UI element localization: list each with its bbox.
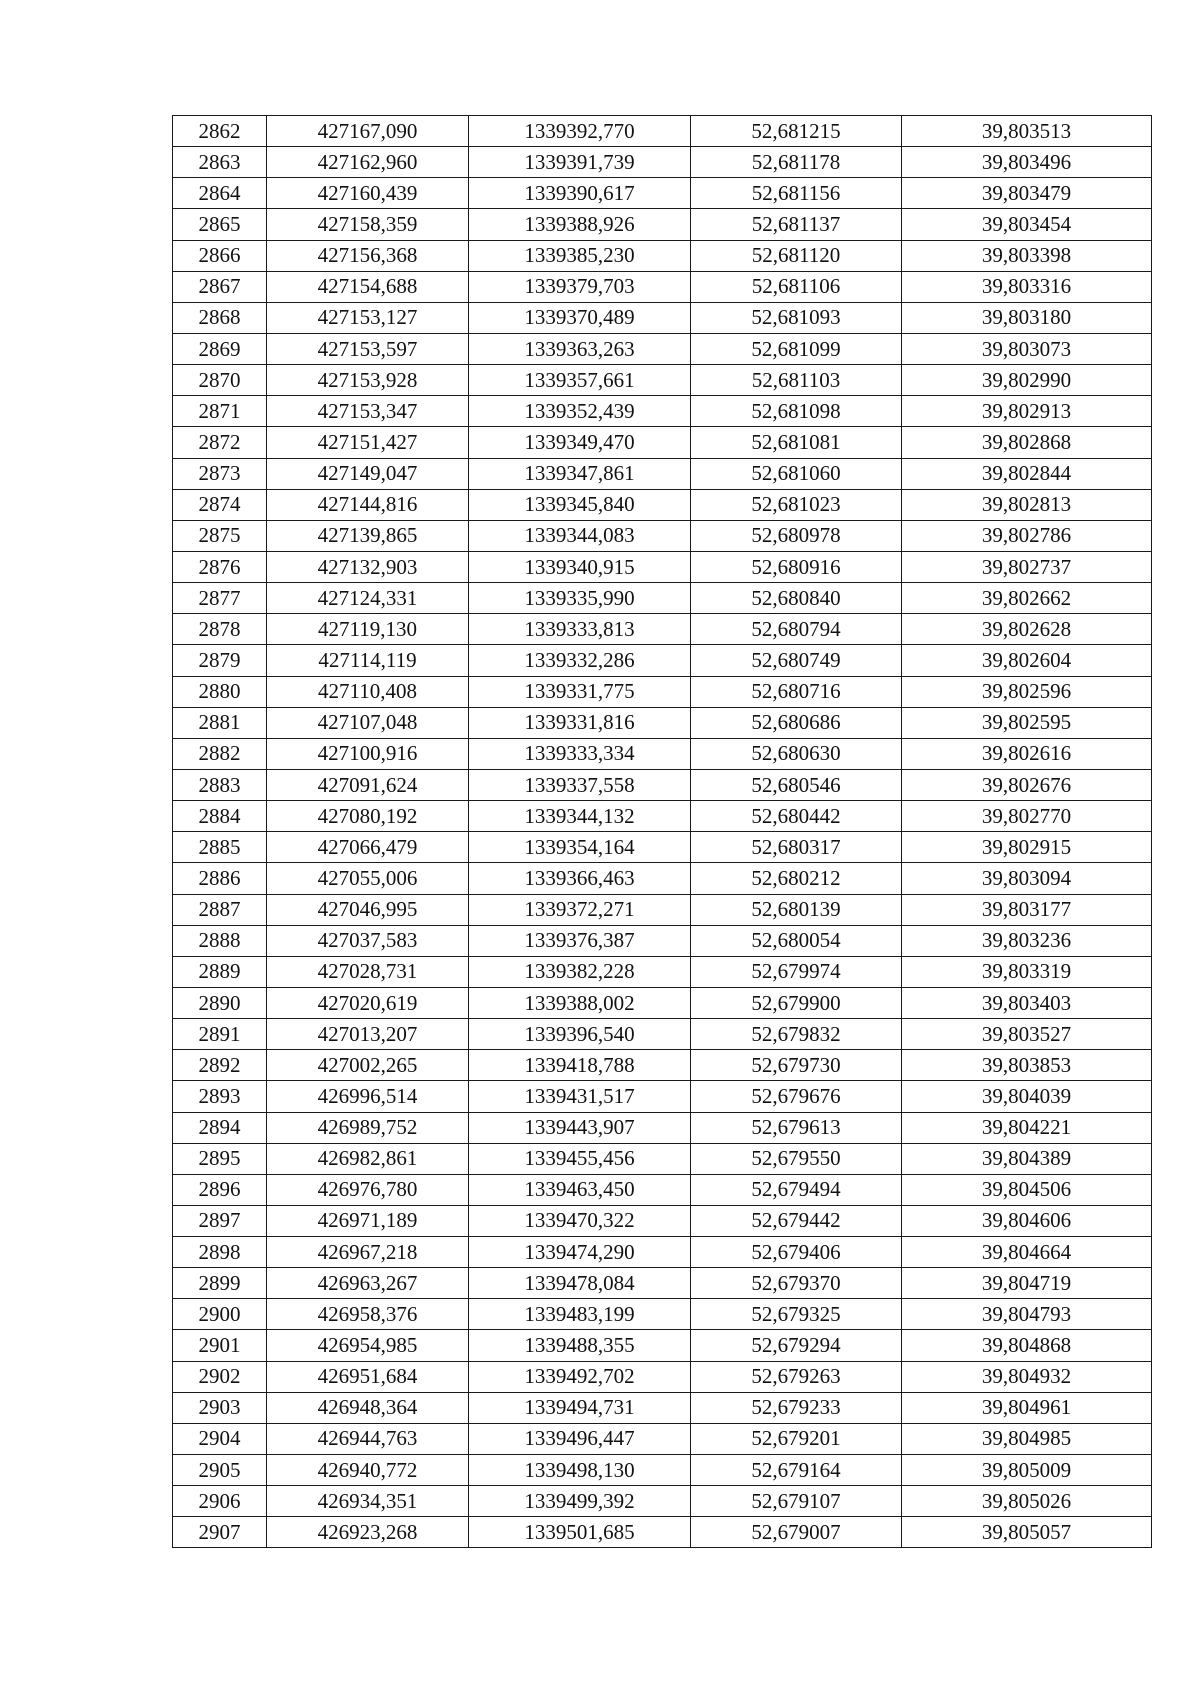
point-number-cell: 2880 xyxy=(173,676,267,707)
latitude-cell: 52,681099 xyxy=(691,333,902,364)
table-row xyxy=(173,894,1152,925)
table-row xyxy=(173,676,1152,707)
y-coordinate-cell: 1339396,540 xyxy=(469,1019,691,1050)
latitude-cell: 52,679007 xyxy=(691,1517,902,1548)
latitude-cell: 52,680916 xyxy=(691,551,902,582)
latitude-cell: 52,679294 xyxy=(691,1330,902,1361)
latitude-cell: 52,680978 xyxy=(691,520,902,551)
latitude-cell: 52,681156 xyxy=(691,178,902,209)
latitude-cell: 52,681215 xyxy=(691,116,902,147)
y-coordinate-cell: 1339372,271 xyxy=(469,894,691,925)
latitude-cell: 52,680139 xyxy=(691,894,902,925)
latitude-cell: 52,680630 xyxy=(691,738,902,769)
point-number-cell: 2862 xyxy=(173,116,267,147)
y-coordinate-cell: 1339331,775 xyxy=(469,676,691,707)
table-row xyxy=(173,427,1152,458)
x-coordinate-cell: 427002,265 xyxy=(267,1050,469,1081)
longitude-cell: 39,805057 xyxy=(902,1517,1152,1548)
longitude-cell: 39,803853 xyxy=(902,1050,1152,1081)
point-number-cell: 2863 xyxy=(173,147,267,178)
table-row xyxy=(173,583,1152,614)
point-number-cell: 2883 xyxy=(173,769,267,800)
x-coordinate-cell: 426982,861 xyxy=(267,1143,469,1174)
y-coordinate-cell: 1339349,470 xyxy=(469,427,691,458)
latitude-cell: 52,679900 xyxy=(691,987,902,1018)
y-coordinate-cell: 1339332,286 xyxy=(469,645,691,676)
table-row xyxy=(173,863,1152,894)
x-coordinate-cell: 427055,006 xyxy=(267,863,469,894)
table-row xyxy=(173,178,1152,209)
point-number-cell: 2898 xyxy=(173,1237,267,1268)
longitude-cell: 39,802770 xyxy=(902,801,1152,832)
point-number-cell: 2882 xyxy=(173,738,267,769)
longitude-cell: 39,803479 xyxy=(902,178,1152,209)
point-number-cell: 2904 xyxy=(173,1423,267,1454)
point-number-cell: 2886 xyxy=(173,863,267,894)
coordinates-table xyxy=(172,115,1152,1548)
latitude-cell: 52,679164 xyxy=(691,1455,902,1486)
x-coordinate-cell: 427167,090 xyxy=(267,116,469,147)
table-row xyxy=(173,1330,1152,1361)
latitude-cell: 52,679263 xyxy=(691,1361,902,1392)
x-coordinate-cell: 427151,427 xyxy=(267,427,469,458)
y-coordinate-cell: 1339418,788 xyxy=(469,1050,691,1081)
latitude-cell: 52,679494 xyxy=(691,1174,902,1205)
table-row xyxy=(173,925,1152,956)
table-row xyxy=(173,520,1152,551)
point-number-cell: 2892 xyxy=(173,1050,267,1081)
y-coordinate-cell: 1339333,334 xyxy=(469,738,691,769)
longitude-cell: 39,804606 xyxy=(902,1205,1152,1236)
point-number-cell: 2896 xyxy=(173,1174,267,1205)
table-row xyxy=(173,1486,1152,1517)
y-coordinate-cell: 1339390,617 xyxy=(469,178,691,209)
table-row xyxy=(173,801,1152,832)
table-row xyxy=(173,365,1152,396)
longitude-cell: 39,802990 xyxy=(902,365,1152,396)
y-coordinate-cell: 1339382,228 xyxy=(469,956,691,987)
x-coordinate-cell: 426971,189 xyxy=(267,1205,469,1236)
table-row xyxy=(173,1361,1152,1392)
x-coordinate-cell: 427013,207 xyxy=(267,1019,469,1050)
longitude-cell: 39,802595 xyxy=(902,707,1152,738)
point-number-cell: 2869 xyxy=(173,333,267,364)
x-coordinate-cell: 427162,960 xyxy=(267,147,469,178)
y-coordinate-cell: 1339391,739 xyxy=(469,147,691,178)
latitude-cell: 52,679613 xyxy=(691,1112,902,1143)
longitude-cell: 39,802604 xyxy=(902,645,1152,676)
x-coordinate-cell: 427153,928 xyxy=(267,365,469,396)
point-number-cell: 2894 xyxy=(173,1112,267,1143)
latitude-cell: 52,680840 xyxy=(691,583,902,614)
table-row xyxy=(173,1112,1152,1143)
latitude-cell: 52,680442 xyxy=(691,801,902,832)
x-coordinate-cell: 427154,688 xyxy=(267,271,469,302)
y-coordinate-cell: 1339385,230 xyxy=(469,240,691,271)
x-coordinate-cell: 427091,624 xyxy=(267,769,469,800)
longitude-cell: 39,802596 xyxy=(902,676,1152,707)
table-row xyxy=(173,240,1152,271)
y-coordinate-cell: 1339331,816 xyxy=(469,707,691,738)
longitude-cell: 39,803527 xyxy=(902,1019,1152,1050)
x-coordinate-cell: 427114,119 xyxy=(267,645,469,676)
longitude-cell: 39,804793 xyxy=(902,1299,1152,1330)
x-coordinate-cell: 427028,731 xyxy=(267,956,469,987)
point-number-cell: 2879 xyxy=(173,645,267,676)
latitude-cell: 52,680716 xyxy=(691,676,902,707)
table-row xyxy=(173,987,1152,1018)
table-row xyxy=(173,1019,1152,1050)
y-coordinate-cell: 1339352,439 xyxy=(469,396,691,427)
table-row xyxy=(173,1174,1152,1205)
longitude-cell: 39,804506 xyxy=(902,1174,1152,1205)
longitude-cell: 39,804932 xyxy=(902,1361,1152,1392)
y-coordinate-cell: 1339376,387 xyxy=(469,925,691,956)
point-number-cell: 2881 xyxy=(173,707,267,738)
y-coordinate-cell: 1339488,355 xyxy=(469,1330,691,1361)
y-coordinate-cell: 1339333,813 xyxy=(469,614,691,645)
y-coordinate-cell: 1339492,702 xyxy=(469,1361,691,1392)
table-row xyxy=(173,645,1152,676)
y-coordinate-cell: 1339483,199 xyxy=(469,1299,691,1330)
latitude-cell: 52,680546 xyxy=(691,769,902,800)
point-number-cell: 2875 xyxy=(173,520,267,551)
x-coordinate-cell: 426996,514 xyxy=(267,1081,469,1112)
latitude-cell: 52,681178 xyxy=(691,147,902,178)
table-row xyxy=(173,116,1152,147)
table-row xyxy=(173,1237,1152,1268)
point-number-cell: 2870 xyxy=(173,365,267,396)
table-row xyxy=(173,769,1152,800)
longitude-cell: 39,804221 xyxy=(902,1112,1152,1143)
x-coordinate-cell: 427080,192 xyxy=(267,801,469,832)
table-row xyxy=(173,832,1152,863)
x-coordinate-cell: 427160,439 xyxy=(267,178,469,209)
latitude-cell: 52,679442 xyxy=(691,1205,902,1236)
point-number-cell: 2903 xyxy=(173,1392,267,1423)
latitude-cell: 52,680054 xyxy=(691,925,902,956)
point-number-cell: 2906 xyxy=(173,1486,267,1517)
point-number-cell: 2872 xyxy=(173,427,267,458)
point-number-cell: 2897 xyxy=(173,1205,267,1236)
table-row xyxy=(173,209,1152,240)
y-coordinate-cell: 1339431,517 xyxy=(469,1081,691,1112)
longitude-cell: 39,803073 xyxy=(902,333,1152,364)
point-number-cell: 2907 xyxy=(173,1517,267,1548)
longitude-cell: 39,805009 xyxy=(902,1455,1152,1486)
y-coordinate-cell: 1339344,083 xyxy=(469,520,691,551)
x-coordinate-cell: 427110,408 xyxy=(267,676,469,707)
table-row xyxy=(173,1517,1152,1548)
table-row xyxy=(173,1205,1152,1236)
x-coordinate-cell: 427156,368 xyxy=(267,240,469,271)
point-number-cell: 2891 xyxy=(173,1019,267,1050)
table-row xyxy=(173,956,1152,987)
x-coordinate-cell: 427153,597 xyxy=(267,333,469,364)
y-coordinate-cell: 1339455,456 xyxy=(469,1143,691,1174)
x-coordinate-cell: 426963,267 xyxy=(267,1268,469,1299)
latitude-cell: 52,681098 xyxy=(691,396,902,427)
point-number-cell: 2866 xyxy=(173,240,267,271)
longitude-cell: 39,804389 xyxy=(902,1143,1152,1174)
x-coordinate-cell: 427020,619 xyxy=(267,987,469,1018)
longitude-cell: 39,803236 xyxy=(902,925,1152,956)
table-row xyxy=(173,302,1152,333)
table-row xyxy=(173,271,1152,302)
latitude-cell: 52,681106 xyxy=(691,271,902,302)
longitude-cell: 39,802616 xyxy=(902,738,1152,769)
table-row xyxy=(173,738,1152,769)
longitude-cell: 39,803403 xyxy=(902,987,1152,1018)
x-coordinate-cell: 427100,916 xyxy=(267,738,469,769)
point-number-cell: 2871 xyxy=(173,396,267,427)
table-row xyxy=(173,489,1152,520)
y-coordinate-cell: 1339496,447 xyxy=(469,1423,691,1454)
table-row xyxy=(173,1081,1152,1112)
latitude-cell: 52,680749 xyxy=(691,645,902,676)
longitude-cell: 39,804868 xyxy=(902,1330,1152,1361)
longitude-cell: 39,804719 xyxy=(902,1268,1152,1299)
latitude-cell: 52,679233 xyxy=(691,1392,902,1423)
point-number-cell: 2890 xyxy=(173,987,267,1018)
latitude-cell: 52,681137 xyxy=(691,209,902,240)
point-number-cell: 2873 xyxy=(173,458,267,489)
x-coordinate-cell: 426958,376 xyxy=(267,1299,469,1330)
point-number-cell: 2893 xyxy=(173,1081,267,1112)
longitude-cell: 39,803180 xyxy=(902,302,1152,333)
y-coordinate-cell: 1339345,840 xyxy=(469,489,691,520)
longitude-cell: 39,803094 xyxy=(902,863,1152,894)
x-coordinate-cell: 427037,583 xyxy=(267,925,469,956)
x-coordinate-cell: 427132,903 xyxy=(267,551,469,582)
x-coordinate-cell: 427144,816 xyxy=(267,489,469,520)
longitude-cell: 39,802915 xyxy=(902,832,1152,863)
point-number-cell: 2877 xyxy=(173,583,267,614)
y-coordinate-cell: 1339370,489 xyxy=(469,302,691,333)
y-coordinate-cell: 1339344,132 xyxy=(469,801,691,832)
point-number-cell: 2876 xyxy=(173,551,267,582)
y-coordinate-cell: 1339357,661 xyxy=(469,365,691,396)
y-coordinate-cell: 1339443,907 xyxy=(469,1112,691,1143)
point-number-cell: 2884 xyxy=(173,801,267,832)
y-coordinate-cell: 1339366,463 xyxy=(469,863,691,894)
x-coordinate-cell: 427066,479 xyxy=(267,832,469,863)
x-coordinate-cell: 426948,364 xyxy=(267,1392,469,1423)
table-row xyxy=(173,1268,1152,1299)
x-coordinate-cell: 427139,865 xyxy=(267,520,469,551)
latitude-cell: 52,679550 xyxy=(691,1143,902,1174)
longitude-cell: 39,803513 xyxy=(902,116,1152,147)
longitude-cell: 39,803496 xyxy=(902,147,1152,178)
longitude-cell: 39,802662 xyxy=(902,583,1152,614)
longitude-cell: 39,802868 xyxy=(902,427,1152,458)
point-number-cell: 2889 xyxy=(173,956,267,987)
point-number-cell: 2888 xyxy=(173,925,267,956)
latitude-cell: 52,680686 xyxy=(691,707,902,738)
x-coordinate-cell: 427158,359 xyxy=(267,209,469,240)
x-coordinate-cell: 426940,772 xyxy=(267,1455,469,1486)
y-coordinate-cell: 1339494,731 xyxy=(469,1392,691,1423)
latitude-cell: 52,679832 xyxy=(691,1019,902,1050)
longitude-cell: 39,803316 xyxy=(902,271,1152,302)
coordinates-table-body xyxy=(173,116,1152,1548)
x-coordinate-cell: 427046,995 xyxy=(267,894,469,925)
y-coordinate-cell: 1339470,322 xyxy=(469,1205,691,1236)
y-coordinate-cell: 1339478,084 xyxy=(469,1268,691,1299)
x-coordinate-cell: 426951,684 xyxy=(267,1361,469,1392)
y-coordinate-cell: 1339498,130 xyxy=(469,1455,691,1486)
y-coordinate-cell: 1339337,558 xyxy=(469,769,691,800)
point-number-cell: 2895 xyxy=(173,1143,267,1174)
latitude-cell: 52,679201 xyxy=(691,1423,902,1454)
table-row xyxy=(173,551,1152,582)
x-coordinate-cell: 426944,763 xyxy=(267,1423,469,1454)
longitude-cell: 39,802676 xyxy=(902,769,1152,800)
latitude-cell: 52,680794 xyxy=(691,614,902,645)
longitude-cell: 39,802844 xyxy=(902,458,1152,489)
y-coordinate-cell: 1339354,164 xyxy=(469,832,691,863)
latitude-cell: 52,681093 xyxy=(691,302,902,333)
y-coordinate-cell: 1339474,290 xyxy=(469,1237,691,1268)
table-row xyxy=(173,1143,1152,1174)
y-coordinate-cell: 1339499,392 xyxy=(469,1486,691,1517)
latitude-cell: 52,679406 xyxy=(691,1237,902,1268)
table-row xyxy=(173,1299,1152,1330)
longitude-cell: 39,803319 xyxy=(902,956,1152,987)
y-coordinate-cell: 1339379,703 xyxy=(469,271,691,302)
table-row xyxy=(173,458,1152,489)
longitude-cell: 39,803454 xyxy=(902,209,1152,240)
point-number-cell: 2874 xyxy=(173,489,267,520)
x-coordinate-cell: 426967,218 xyxy=(267,1237,469,1268)
x-coordinate-cell: 427149,047 xyxy=(267,458,469,489)
latitude-cell: 52,679730 xyxy=(691,1050,902,1081)
longitude-cell: 39,804985 xyxy=(902,1423,1152,1454)
y-coordinate-cell: 1339347,861 xyxy=(469,458,691,489)
latitude-cell: 52,679676 xyxy=(691,1081,902,1112)
longitude-cell: 39,803177 xyxy=(902,894,1152,925)
table-row xyxy=(173,147,1152,178)
table-row xyxy=(173,614,1152,645)
point-number-cell: 2887 xyxy=(173,894,267,925)
point-number-cell: 2899 xyxy=(173,1268,267,1299)
x-coordinate-cell: 426934,351 xyxy=(267,1486,469,1517)
point-number-cell: 2885 xyxy=(173,832,267,863)
x-coordinate-cell: 427153,347 xyxy=(267,396,469,427)
point-number-cell: 2901 xyxy=(173,1330,267,1361)
longitude-cell: 39,802628 xyxy=(902,614,1152,645)
y-coordinate-cell: 1339335,990 xyxy=(469,583,691,614)
latitude-cell: 52,681081 xyxy=(691,427,902,458)
longitude-cell: 39,802737 xyxy=(902,551,1152,582)
x-coordinate-cell: 426923,268 xyxy=(267,1517,469,1548)
longitude-cell: 39,804961 xyxy=(902,1392,1152,1423)
longitude-cell: 39,804039 xyxy=(902,1081,1152,1112)
x-coordinate-cell: 426976,780 xyxy=(267,1174,469,1205)
x-coordinate-cell: 427124,331 xyxy=(267,583,469,614)
point-number-cell: 2864 xyxy=(173,178,267,209)
point-number-cell: 2865 xyxy=(173,209,267,240)
y-coordinate-cell: 1339463,450 xyxy=(469,1174,691,1205)
table-row xyxy=(173,396,1152,427)
y-coordinate-cell: 1339392,770 xyxy=(469,116,691,147)
table-row xyxy=(173,707,1152,738)
longitude-cell: 39,804664 xyxy=(902,1237,1152,1268)
latitude-cell: 52,680212 xyxy=(691,863,902,894)
table-row xyxy=(173,333,1152,364)
latitude-cell: 52,679107 xyxy=(691,1486,902,1517)
table-row xyxy=(173,1392,1152,1423)
x-coordinate-cell: 427107,048 xyxy=(267,707,469,738)
latitude-cell: 52,681060 xyxy=(691,458,902,489)
longitude-cell: 39,803398 xyxy=(902,240,1152,271)
latitude-cell: 52,680317 xyxy=(691,832,902,863)
latitude-cell: 52,679370 xyxy=(691,1268,902,1299)
x-coordinate-cell: 427119,130 xyxy=(267,614,469,645)
table-row xyxy=(173,1050,1152,1081)
point-number-cell: 2878 xyxy=(173,614,267,645)
latitude-cell: 52,679325 xyxy=(691,1299,902,1330)
y-coordinate-cell: 1339388,926 xyxy=(469,209,691,240)
x-coordinate-cell: 426989,752 xyxy=(267,1112,469,1143)
longitude-cell: 39,805026 xyxy=(902,1486,1152,1517)
point-number-cell: 2900 xyxy=(173,1299,267,1330)
table-row xyxy=(173,1423,1152,1454)
y-coordinate-cell: 1339363,263 xyxy=(469,333,691,364)
longitude-cell: 39,802813 xyxy=(902,489,1152,520)
point-number-cell: 2867 xyxy=(173,271,267,302)
point-number-cell: 2868 xyxy=(173,302,267,333)
longitude-cell: 39,802786 xyxy=(902,520,1152,551)
latitude-cell: 52,681120 xyxy=(691,240,902,271)
latitude-cell: 52,681103 xyxy=(691,365,902,396)
table-row xyxy=(173,1455,1152,1486)
y-coordinate-cell: 1339340,915 xyxy=(469,551,691,582)
y-coordinate-cell: 1339388,002 xyxy=(469,987,691,1018)
x-coordinate-cell: 427153,127 xyxy=(267,302,469,333)
y-coordinate-cell: 1339501,685 xyxy=(469,1517,691,1548)
point-number-cell: 2902 xyxy=(173,1361,267,1392)
x-coordinate-cell: 426954,985 xyxy=(267,1330,469,1361)
latitude-cell: 52,681023 xyxy=(691,489,902,520)
point-number-cell: 2905 xyxy=(173,1455,267,1486)
longitude-cell: 39,802913 xyxy=(902,396,1152,427)
latitude-cell: 52,679974 xyxy=(691,956,902,987)
